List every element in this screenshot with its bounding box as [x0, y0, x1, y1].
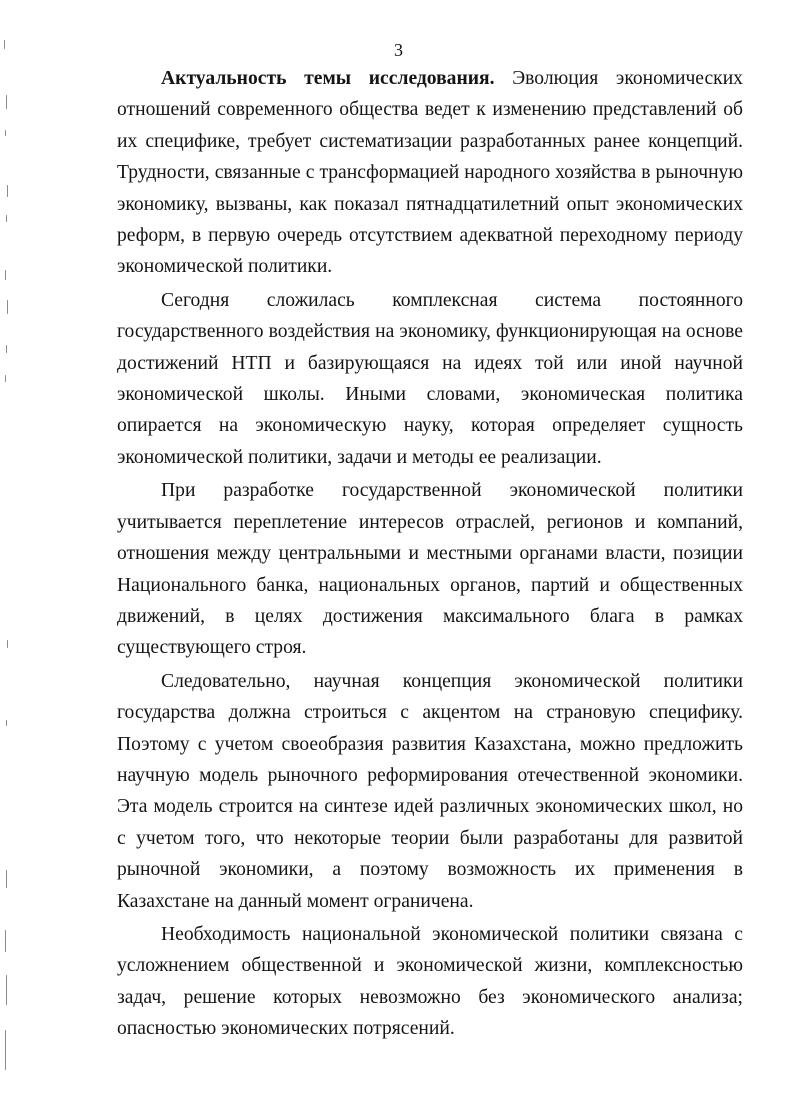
page-number: 3 [394, 40, 403, 60]
paragraph-state-influence [117, 285, 743, 473]
scan-edge-artifacts [0, 0, 14, 1105]
paragraph-scientific-concept [117, 666, 743, 917]
body-text [117, 63, 743, 1047]
paragraph-text: Следовательно, научная концепция экономической политики государства должна строиться с акцентом на страновую специфику. Поэтому с учетом своеобразия развития Казахстана, можно предложить научную модель рыночного реформирования отечественной экономики. Эта модель строится на синтезе идей различных экономических школ, но с учетом того, что некоторые теории были разработаны для развитой рыночной экономики, а поэтому возможность их применения в Казахстане на данный момент ограничена. [117, 670, 743, 912]
paragraph-text: Сегодня сложилась комплексная система постоянного государственного воздействия на экономику, функционирующая на основе достижений НТП и базирующаяся на идеях той или иной научной экономической школы. Иными словами, экономическая политика опирается на экономическую науку, которая определяет сущность экономической политики, задачи и методы ее реализации. [117, 289, 743, 468]
paragraph-relevance [117, 63, 743, 283]
paragraph-necessity [117, 919, 743, 1045]
paragraph-text: Эволюция экономических отношений современного общества ведет к изменению представлений об их специфике, требует систематизации разработанных ранее концепций. Трудности, связанные с трансформацией народного хозяйства в рыночную экономику, вызваны, как показал пятнадцатилетний опыт экономических реформ, в первую очередь отсутствием адекватной переходному периоду экономической политики. [117, 68, 743, 278]
paragraph-text: Необходимость национальной экономической политики связана с усложнением общественной и экономической жизни, комплексностью задач, решение которых невозможно без экономического анализа; опасностью экономических потрясений. [117, 923, 743, 1040]
paragraph-lead-heading: Актуальность темы исследования. [161, 68, 495, 89]
paragraph-text: При разработке государственной экономической политики учитывается переплетение интересов отраслей, регионов и компаний, отношения между центральными и местными органами власти, позиции Национального банка, национальных органов, партий и общественных движений, в целях достижения максимального блага в рамках существующего строя. [117, 480, 743, 659]
paragraph-policy-development [117, 475, 743, 663]
